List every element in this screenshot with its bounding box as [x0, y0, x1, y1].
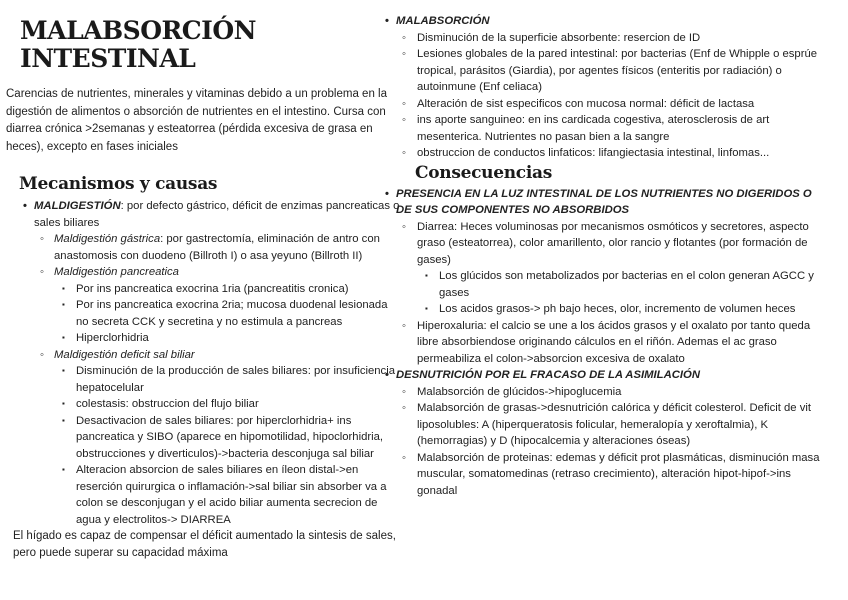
list-item: ◦ Malabsorción de grasas->desnutrición calórica y déficit colesterol. Deficit de vit liposolubles: A (hiperqueratosis folicular, hemeralopía y xeroftalmia), K (hemorragias) y D (hipocalcemia y alteraciones óseas) [396, 400, 826, 450]
pancreatica-item [34, 264, 400, 347]
malabsorcion-label: MALABSORCIÓN [396, 15, 490, 27]
section-heading-consecuencias: Consecuencias [415, 162, 552, 183]
maldigestion-text: : por defecto gástrico, déficit de enzimas pancreaticas o sales biliares [34, 200, 400, 229]
list-item: ◦ Disminución de la superficie absorbente: resercion de ID [396, 30, 826, 47]
list-item: ▪ Alteracion absorcion de sales biliares en íleon distal->en reserción quirurgica o inflamación->sal biliar sin absorber va a colon se desconjugan y el acido biliar aumenta secrecion de agua y electrolitos-> DIARREA [54, 462, 400, 528]
desnutricion-sublist [396, 384, 826, 500]
list-item: ▪ Hiperclorhidria [54, 330, 400, 347]
presencia-label: PRESENCIA EN LA LUZ INTESTINAL DE LOS NUTRIENTES NO DIGERIDOS O DE SUS COMPONENTES NO ABSORBIDOS [396, 187, 812, 217]
list-item: ◦ Lesiones globales de la pared intestinal: por bacterias (Enf de Whipple o esprúe tropical, parásitos (Giardia), por agentes físicos (enteritis por radiación) o autoinmune (Enf celiaca) [396, 46, 826, 96]
pancreatica-sublist [54, 281, 400, 347]
list-item: ▪ colestasis: obstruccion del flujo biliar [54, 396, 400, 413]
maldigestion-sublist [34, 231, 400, 528]
diarrea-sublist [417, 268, 826, 318]
gastrica-text: : por gastrectomía, eliminación de antro con anastomosis con duodeno (Billroth I) o asa yeyuno (Billroth II) [54, 233, 380, 262]
hiperoxaluria-item: ◦ Hiperoxaluria: el calcio se une a los ácidos grasos y el oxalato por tanto queda libre absorbiendose originando cálculos en el riñón. Ademas el ac graso permeabiliza el colon->absorcion excesiva de oxalato [396, 318, 826, 368]
mecanismos-list [6, 198, 400, 528]
list-item: ▪ Los glúcidos son metabolizados por bacterias en el colon generan AGCC y gases [417, 268, 826, 301]
gastrica-label: Maldigestión gástrica [54, 233, 161, 246]
hepatic-footnote: El hígado es capaz de compensar el déficit aumentado la sintesis de sales, pero puede superar su capacidad máxima [13, 530, 396, 559]
section-heading-mecanismos: Mecanismos y causas [19, 174, 218, 194]
biliar-item [34, 347, 400, 529]
desnutricion-item [382, 367, 826, 499]
presencia-sublist [396, 219, 826, 368]
gastrica-item [34, 231, 400, 264]
list-item: ◦ obstruccion de conductos linfaticos: lifangiectasia intestinal, linfomas... [396, 145, 826, 162]
maldigestion-label: MALDIGESTIÓN [34, 200, 121, 213]
list-item: ▪ Por ins pancreatica exocrina 2ria; mucosa duodenal lesionada no secreta CCK y secretina y no estimula a pancreas [54, 297, 400, 330]
list-item: ◦ Malabsorción de glúcidos->hipoglucemia [396, 384, 826, 401]
desnutricion-label: DESNUTRICIÓN POR EL FRACASO DE LA ASIMILACIÓN [396, 369, 700, 382]
list-item: ▪ Disminución de la producción de sales biliares: por insuficiencia hepatocelular [54, 363, 400, 396]
consecuencias-list [382, 186, 826, 500]
pancreatica-label: Maldigestión pancreatica [54, 266, 179, 279]
list-item: ▪ Por ins pancreatica exocrina 1ria (pancreatitis cronica) [54, 281, 400, 298]
right-column [382, 0, 826, 499]
diarrea-text: Diarrea: Heces voluminosas por mecanismos osmóticos y secretores, aspecto graso (esteatorrea), color amarillento, olor rancio y flotantes (por formación de gases) [417, 220, 809, 266]
malabsorcion-item [382, 13, 826, 162]
malabsorcion-list [382, 13, 826, 162]
list-item: ◦ Malabsorción de proteinas: edemas y déficit prot plasmáticas, disminución masa muscular, somatomedinas (retraso crecimiento), alteración hipot-hipof->ins gonadal [396, 450, 826, 500]
presencia-item [382, 186, 826, 368]
biliar-label: Maldigestión deficit sal biliar [54, 348, 195, 361]
page-title: MALABSORCIÓN INTESTINAL [20, 16, 257, 73]
maldigestion-item [6, 198, 400, 528]
list-item: ◦ Alteración de sist especificos con mucosa normal: déficit de lactasa [396, 96, 826, 113]
diarrea-item [396, 219, 826, 318]
list-item: ◦ ins aporte sanguineo: en ins cardicada cogestiva, aterosclerosis de art mesenterica. Nutrientes no pasan bien a la sangre [396, 112, 826, 145]
list-item: ▪ Los acidos grasos-> ph bajo heces, olor, incremento de volumen heces [417, 301, 826, 318]
malabsorcion-sublist [396, 30, 826, 162]
biliar-sublist [54, 363, 400, 528]
intro-paragraph: Carencias de nutrientes, minerales y vitaminas debido a un problema en la digestión de alimentos o absorción de nutrientes en el intestino. Cursa con diarrea crónica >2semanas y esteatorrea (pérdida excesiva de grasa en heces), excepto en fases iniciales [6, 88, 387, 153]
left-column [6, 0, 400, 561]
list-item: ▪ Desactivacion de sales biliares: por hiperclorhidria+ ins pancreatica y SIBO (aparece en hipomotilidad, hipoclorhidria, obstrucciones y diverticulos)->bacteria desconjuga sal biliar [54, 413, 400, 463]
